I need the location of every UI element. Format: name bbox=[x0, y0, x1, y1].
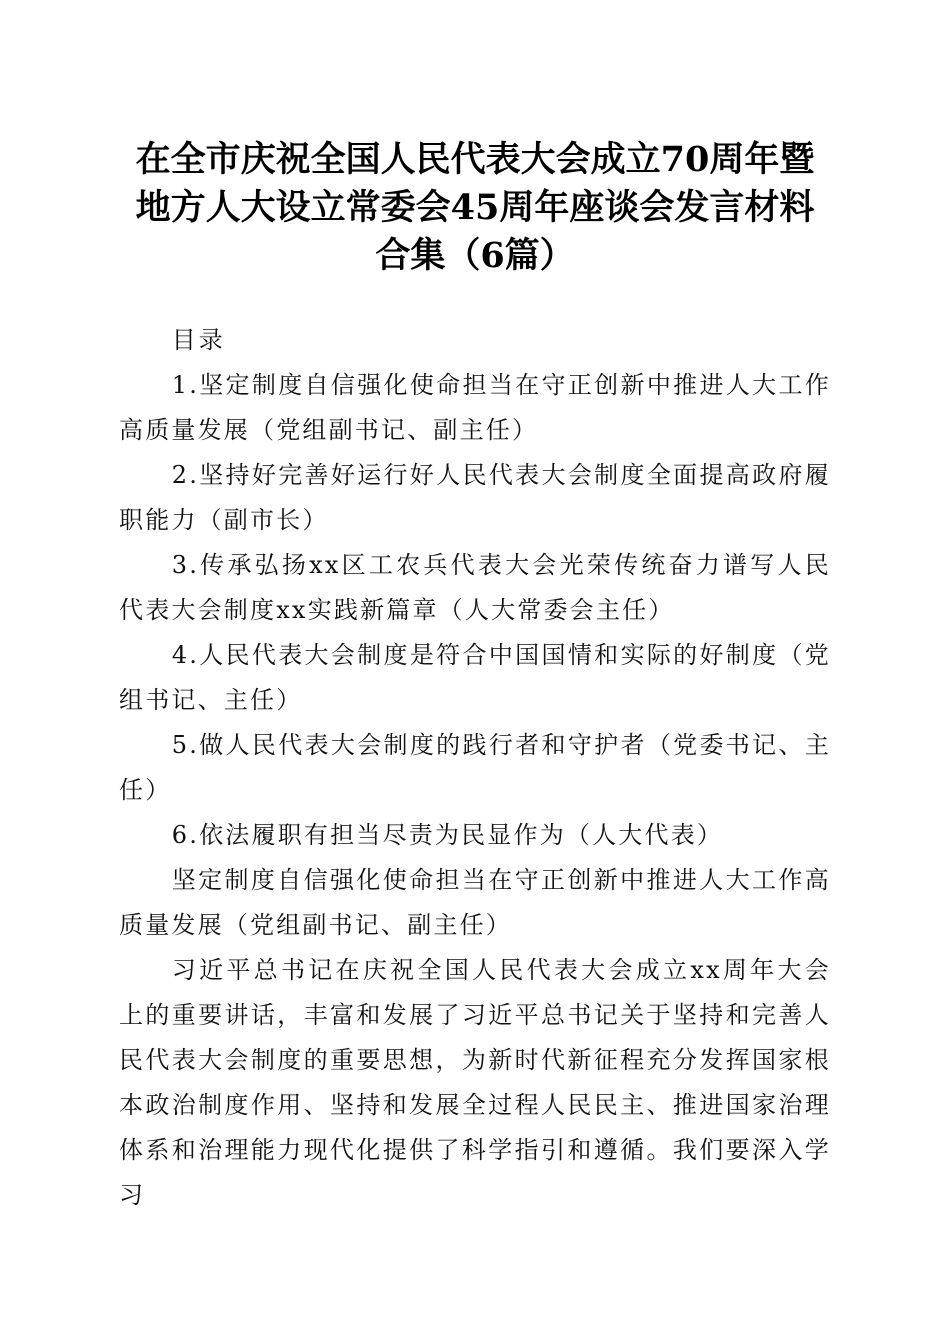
toc-heading: 目录 bbox=[171, 326, 226, 354]
title-line-3: 合集（6篇） bbox=[375, 235, 575, 276]
toc-item-6: 6.依法履职有担当尽责为民显作为（人大代表） bbox=[171, 821, 724, 849]
toc-item-5: 5.做人民代表大会制度的践行者和守护者（党委书记、主任） bbox=[119, 731, 831, 804]
document-title bbox=[100, 136, 850, 280]
body-paragraph: 习近平总书记在庆祝全国人民代表大会成立xx周年大会上的重要讲话，丰富和发展了习近平总书记关于坚持和完善人民代表大会制度的重要思想，为新时代新征程充分发挥国家根本政治制度作用、坚持和发展全过程人民民主、推进国家治理体系和治理能力现代化提供了科学指引和遵循。我们要深入学习 bbox=[119, 956, 831, 1209]
title-line-1: 在全市庆祝全国人民代表大会成立70周年暨 bbox=[135, 139, 815, 180]
toc-item-1: 1.坚定制度自信强化使命担当在守正创新中推进人大工作高质量发展（党组副书记、副主任） bbox=[119, 371, 831, 444]
section-title: 坚定制度自信强化使命担当在守正创新中推进人大工作高质量发展（党组副书记、副主任） bbox=[119, 866, 831, 939]
toc-item-3: 3.传承弘扬xx区工农兵代表大会光荣传统奋力谱写人民代表大会制度xx实践新篇章（人大常委会主任） bbox=[119, 551, 831, 624]
toc-item-4: 4.人民代表大会制度是符合中国国情和实际的好制度（党组书记、主任） bbox=[119, 641, 831, 714]
title-line-2: 地方人大设立常委会45周年座谈会发言材料 bbox=[135, 187, 815, 228]
document-body bbox=[119, 318, 831, 1218]
toc-item-2: 2.坚持好完善好运行好人民代表大会制度全面提高政府履职能力（副市长） bbox=[119, 461, 831, 534]
